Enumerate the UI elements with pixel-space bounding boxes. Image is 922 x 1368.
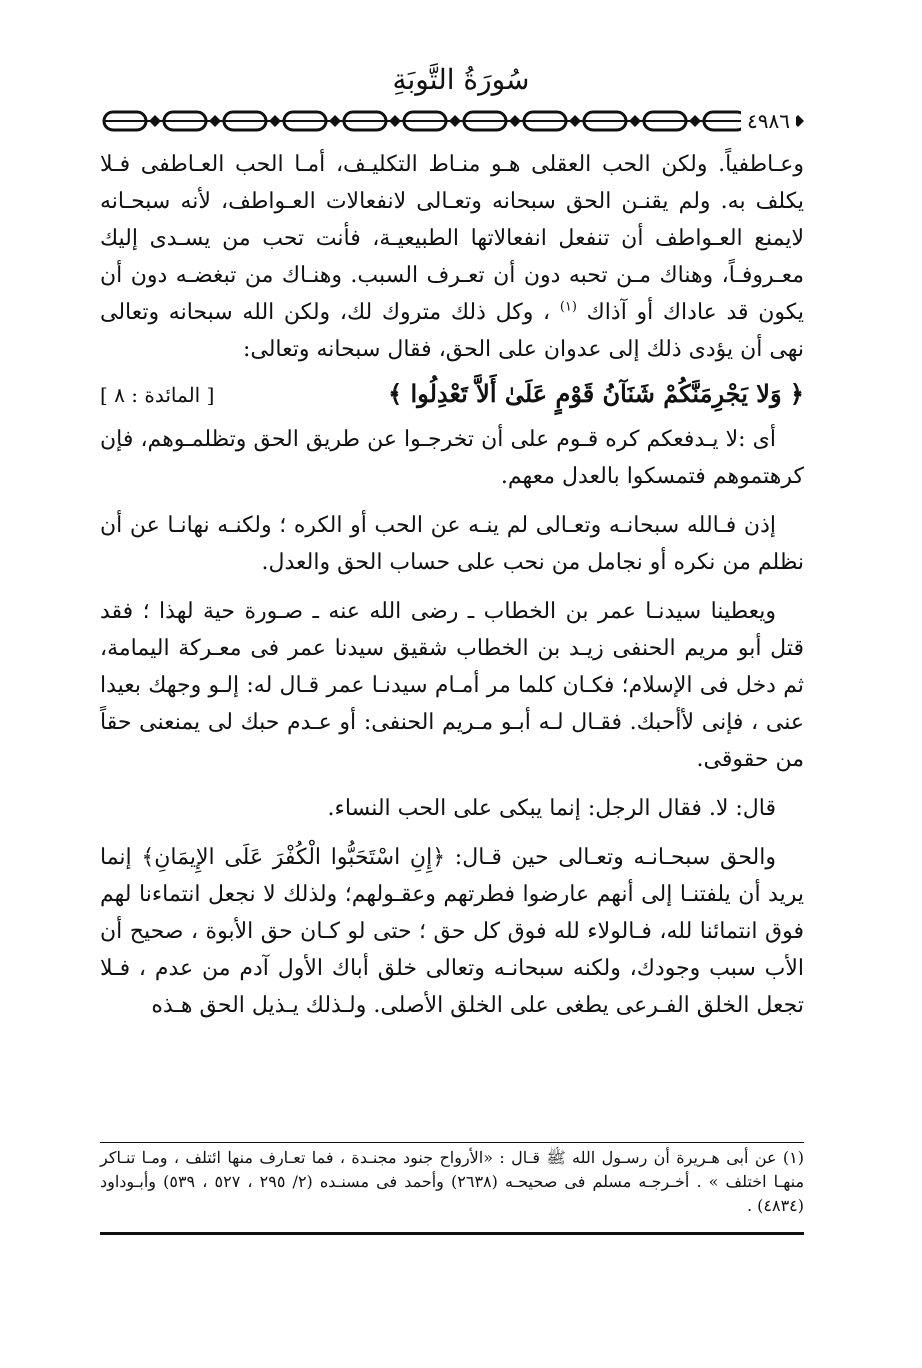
paragraph-5: قال: لا. فقال الرجل: إنما يبكى على الحب النساء. [327, 796, 776, 821]
paragraph-2: أى :لا يـدفعكم كره قـوم على أن تخرجـوا عن طريق الحق وتظلمـوهم، فإن كرهتموهم فتمسكوا بالعدل معهم. [100, 427, 804, 489]
chain-ornament [100, 108, 804, 134]
footnote-marker[interactable]: (١) [559, 299, 577, 315]
verse-reference: [ المائدة : ٨ ] [100, 383, 215, 407]
footnote: (١) عن أبى هـريرة أن رسـول الله ﷺ قـال : «الأرواح جنود مجنـدة ، فما تعـارف منها ائتلف ، ومـا تنـاكر منهـا اختلف » . أخـرجـه مسلم فى صحيحـه (٢٦٣٨) وأحمد فى مسنـده (٢/ ٢٩٥ ، ٥٢٧ ، ٥٣٩) وأبـوداود (٤٨٣٤) . [100, 1148, 805, 1215]
page-bottom-rule [100, 1232, 804, 1235]
paragraph-1 [100, 146, 804, 368]
paragraph-4: ويعطينا سيدنـا عمر بن الخطاب ـ رضى الله عنه ـ صـورة حية لهذا ؛ فقد قتل أبو مريم الحنفى زيـد بن الخطاب شقيق سيدنا عمر فى معـركة اليمامة، ثم دخل فى الإسلام؛ فكـان كلما مر أمـام سيدنـا عمر قـال له: إلـو وجهك بعيدا عنى ، فإنى لأأحبك. فقـال لـه أبـو مـريم الحنفى: أو عـدم حبك لى يمنعنى حقاً من حقوقى. [100, 599, 804, 772]
page-number: ٤٩٨٦ [741, 108, 796, 134]
quran-verse-line [100, 374, 804, 415]
quran-verse: ﴿ وَلا يَجْرِمَنَّكُمْ شَنَآنُ قَوْمٍ عَلَىٰ أَلاَّ تَعْدِلُوا ﴾ [388, 379, 804, 408]
paragraph-6: والحق سبحـانـه وتعـالى حين قـال: ﴿إِنِ اسْتَحَبُّوا الْكُفْرَ عَلَى الإِيمَانِ﴾ إنما يريد أن يلفتنـا إلى أنهم عارضوا فطرتهم وعقـولهم؛ ولذلك لا نجعل انتماءنا لهم فوق انتمائنا لله، فـالولاء لله فوق كل حق ؛ حتى لو كـان حق الأبوة ، صحيح أن الأب سبب وجودك، ولكنه سبحانـه وتعالى خلق أباك الأول آدم من عدم ، فـلا تجعل الخلق الفـرعى يطغى على الخلق الأصلى. ولـذلك يـذيل الحق هـذه [100, 845, 804, 1018]
paragraph-1-continuation: ، وكل ذلك متروك لك، ولكن الله سبحانه وتعالى نهى أن يؤدى ذلك إلى عدوان على الحق، فقال سبحانه وتعالى: [100, 300, 804, 362]
body-text [100, 146, 804, 1024]
footnote-divider [100, 1142, 804, 1143]
paragraph-1-text: وعـاطفياً. ولكن الحب العقلى هـو منـاط التكليـف، أمـا الحب العـاطفى فـلا يكلف به. ولم يقنـن الحق سبحانه وتعـالى لانفعالات العـواطف، لأنه سبحـانه لايمنع العـواطف أن تنفعل انفعالاتها الطبيعيـة، فأنت تحب من يسـدى إليك معـروفـاً، وهناك مـن تحبه دون أن تعـرف السبب. وهنـاك من تبغضـه دون أن يكون قد عاداك أو آذاك [100, 152, 805, 325]
header-ornament-band [100, 108, 804, 134]
paragraph-3: إذن فـالله سبحانـه وتعـالى لم ينـه عن الحب أو الكره ؛ ولكنـه نهانـا عن أن نظلم من نكره أو نجامل من نحب على حساب الحق والعدل. [100, 513, 804, 575]
surah-title: سُورَةُ التَّوبَةِ [392, 63, 530, 96]
